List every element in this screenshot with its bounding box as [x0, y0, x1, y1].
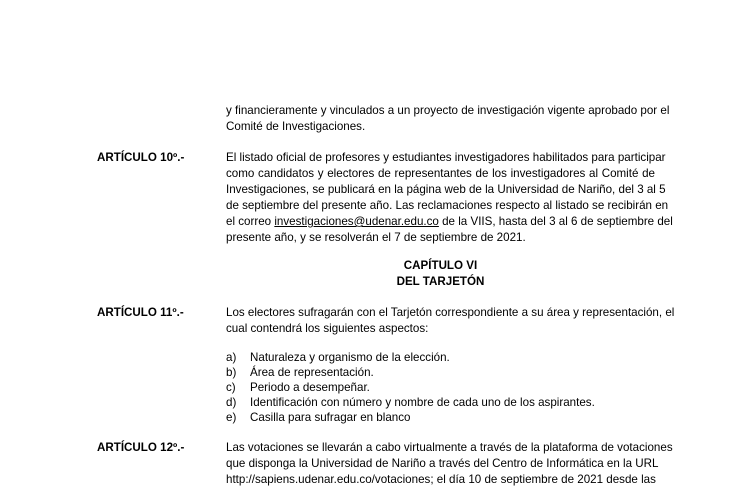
list-text: Identificación con número y nombre de cada uno de los aspirantes.	[250, 396, 595, 409]
list-marker: b)	[226, 366, 237, 379]
article-11-label: ARTÍCULO 11º.-	[97, 306, 184, 319]
list-text: Naturaleza y organismo de la elección.	[250, 351, 450, 364]
list-marker: a)	[226, 351, 237, 364]
article-10-line-6: presente año, y se resolverán el 7 de septiembre de 2021.	[226, 231, 526, 244]
article-12-line-1: Las votaciones se llevarán a cabo virtualmente a través de la plataforma de votaciones	[226, 441, 673, 454]
continuation-line-1: y financieramente y vinculados a un proyecto de investigación vigente aprobado por el	[226, 104, 670, 117]
email-link[interactable]: investigaciones@udenar.edu.co	[274, 215, 439, 228]
article-10-line-2: como candidatos y electores de representantes de los investigadores al Comité de	[226, 167, 655, 180]
article-10-line-5-post: de la VIIS, hasta del 3 al 6 de septiembre del	[438, 215, 673, 228]
article-10-line-4: de septiembre del presente año. Las reclamaciones respecto al listado se recibirán en	[226, 199, 669, 212]
article-12-line-2: que disponga la Universidad de Nariño a través del Centro de Informática en la URL	[226, 457, 659, 470]
article-12-line-3: http://sapiens.udenar.edu.co/votaciones; el día 10 de septiembre de 2021 desde las	[226, 473, 656, 486]
list-text: Periodo a desempeñar.	[250, 381, 370, 394]
list-marker: c)	[226, 381, 236, 394]
list-text: Área de representación.	[250, 366, 374, 379]
list-marker: e)	[226, 411, 237, 424]
article-10-label: ARTÍCULO 10º.-	[97, 151, 185, 164]
list-text: Casilla para sufragar en blanco	[250, 411, 411, 424]
article-11-line-1: Los electores sufragarán con el Tarjetón correspondiente a su área y representación, el	[226, 306, 675, 319]
continuation-line-2: Comité de Investigaciones.	[226, 120, 366, 133]
article-11-line-2: cual contendrá los siguientes aspectos:	[226, 322, 429, 335]
list-marker: d)	[226, 396, 237, 409]
article-10-line-3: Investigaciones, se publicará en la página web de la Universidad de Nariño, del 3 al 5	[226, 183, 666, 196]
article-12-label: ARTÍCULO 12º.-	[97, 441, 185, 454]
chapter-subtitle: DEL TARJETÓN	[396, 275, 485, 288]
article-10-line-5	[226, 214, 673, 231]
list-item	[226, 410, 410, 427]
article-10-line-5-pre: el correo	[226, 215, 275, 228]
article-10-line-1: El listado oficial de profesores y estudiantes investigadores habilitados para participar	[226, 151, 666, 164]
chapter-title: CAPÍTULO VI	[403, 259, 478, 272]
